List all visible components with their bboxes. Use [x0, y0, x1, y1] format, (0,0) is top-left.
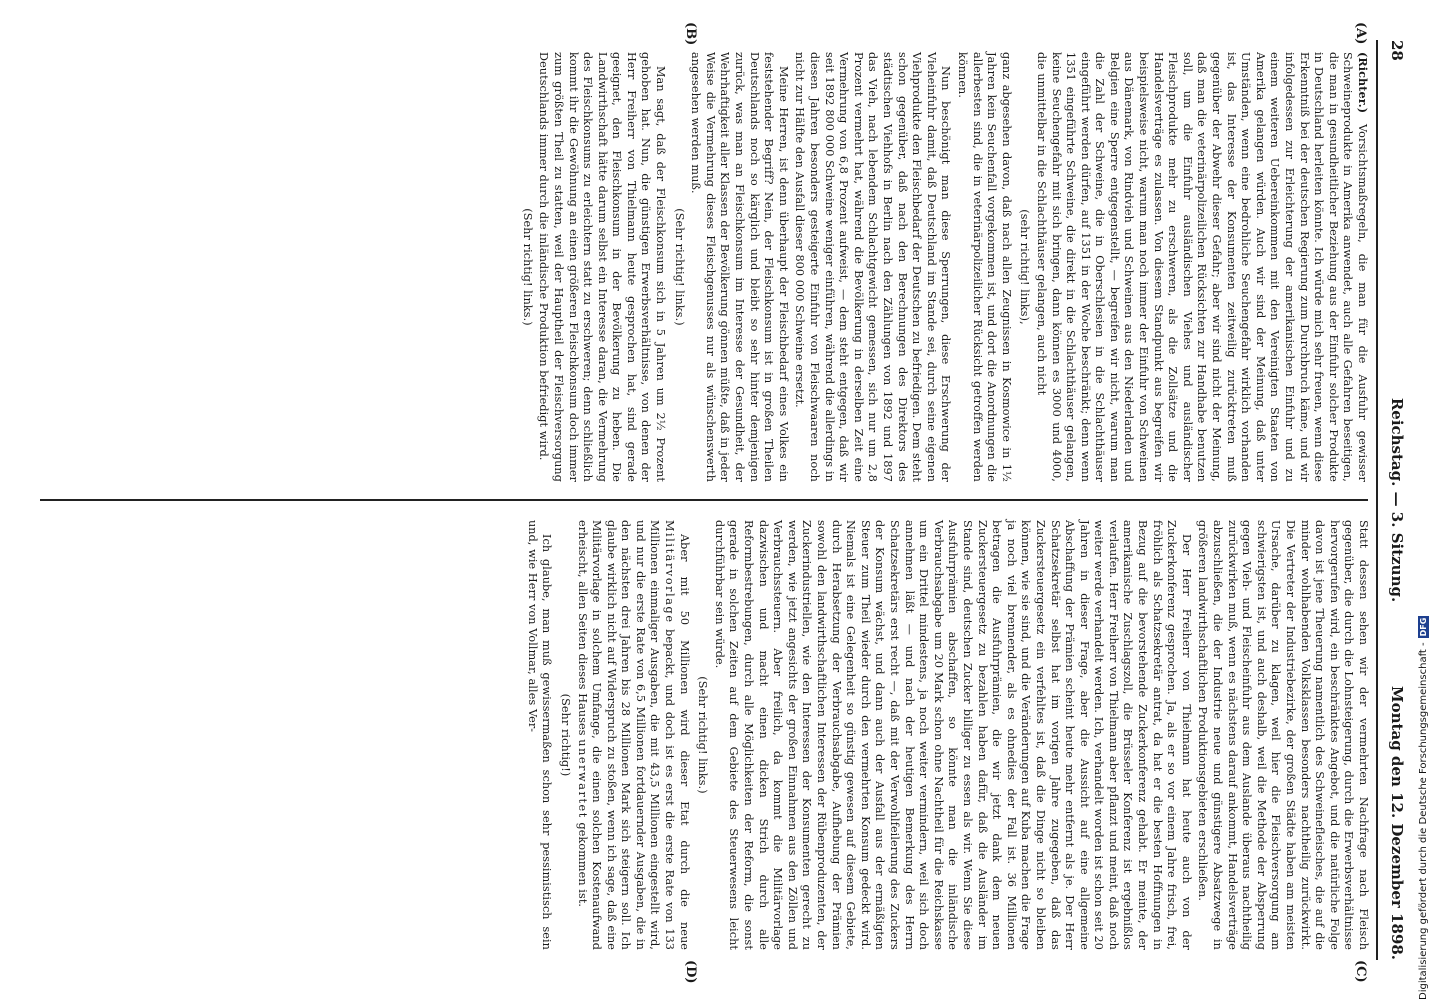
right-column	[522, 520, 1370, 950]
emphasis-unerwartet: unerwartet	[575, 739, 589, 819]
right-paragraph-3	[574, 520, 691, 950]
page-header	[1382, 40, 1406, 960]
left-paragraph-1-text: Vorsichtsmaßregeln, die man für die Ausfuhr gewisser Schweineprodukte in Amerika anwendet, auch alle Gefahren beseitigen, die man in gesundheitlicher Beziehung aus der Einfuhr solcher Produkte in Deutschland herleiten könnte. Ich würde mich sehr freuen, wenn diese Erkenntniß bei der deutschen Regierung zum Durchbruch käme, und wir infolgedessen zur Erleichterung der amerikanischen Einfuhr und zu einem weiteren Uebereinkommen mit den Vereinigten Staaten von Amerika gelangen würden. Auch wir sind der Meinung, daß unter Umständen, wenn eine bedrohliche Seuchengefahr wirklich vorhanden ist, das Interesse der Konsumenten zeitweilig zurücktreten muß gegenüber der Abwehr dieser Gefahr; aber wir sind nicht der Meinung, daß man die veterinärpolizeilichen Rücksichten zur Handhabe benutzen soll, um die Einfuhr ausländischen Viehes und ausländischer Fleischprodukte mehr zu erschweren, als die Zollsätze und die Handelsverträge es zulassen. Von diesem Standpunkt aus begreifen wir beispielsweise nicht, warum man noch immer der Einfuhr von Schweinen aus Dänemark, von Rindvieh und Schweinen aus den Niederlanden und Belgien eine Sperre entgegenstellt, — begreifen wir nicht, warum man die Zahl der Schweine, die in Oberschlesien in die Schlachthäuser eingeführt werden dürfen, auf 1351 in der Woche beschränkt; denn wenn 1351 eingeführte Schweine, die direkt in die Schlachthäuser gelangen, keine Seuchengefahr mit sich bringen, dann können es 3000 und 4000, die unmittelbar in die Schlachthäuser gelangen, auch nicht	[1034, 52, 1369, 482]
right-paragraph-3-part-a: Aber mit 50 Millionen wird dieser Etat durch die neue	[677, 534, 691, 950]
applause-note: (Sehr richtig! links.)	[520, 208, 534, 326]
digitization-credit	[1418, 600, 1429, 1000]
left-paragraph-5: Man sagt, daß der Fleischkonsum sich in 5 Jahren um 2½ Prozent gehoben hat. Nun, die günstigen Erwerbsverhältnisse, von denen der Herr Freiherr von Thielmann heute gesprochen hat, sind gerade geeignet, den Fleischkonsum in der Bevölkerung zu heben. Die Landwirthschaft hätte darum selbst ein Interesse daran, die Vermehrung des Fleischkonsums zu erleichtern statt zu erschweren; denn schließlich kommt ihr die Gewöhnung an einen größeren Fleischkonsum doch immer zum größten Theil zu statten, weil der Hauptheil der Fleischversorgung Deutschlands immer durch die inländische Produktion befriedigt wird.	[537, 52, 668, 482]
emphasis-militaervorlage: Militärvorlage	[663, 520, 677, 624]
applause-note: (Sehr richtig!)	[558, 693, 572, 777]
applause-note: (Sehr richtig! links.)	[696, 676, 710, 794]
left-paragraph-4: Meine Herren, ist denn überhaupt der Fleischbedarf eines Volkes ein feststehender Begriff? Nein, der Fleischkonsum ist in großen Theilen Deutschlands noch so kärglich und bleibt so sehr hinter demjenigen zurück, was man an Fleischkonsum im Interesse der Gesundheit, der Wehrhaftigkeit aller Klassen der Bevölkerung gönnen müßte, daß in jeder Weise die Vermehrung dieses Fleischgenusses nur als wünschenswerth angesehen werden muß.	[689, 52, 790, 482]
applause-note: (Sehr richtig! links.)	[672, 208, 686, 326]
left-column	[515, 52, 1370, 482]
left-paragraph-1	[1033, 52, 1370, 482]
right-paragraph-4: Ich glaube, man muß gewissermaßen schon sehr pessimistisch sein und, wie Herr von Vollmar, alles Ver-	[525, 520, 554, 950]
left-paragraph-2: ganz abgesehen davon, daß nach allen Zeugnissen in Kosmowice in 1½ Jahren kein Seuchenfall vorgekommen ist, und dort die Anordnungen die allerbesten sind, die in veterinärpolizeilicher Rücksicht getroffen werden können.	[955, 52, 1013, 482]
left-paragraph-3: Nun beschönigt man diese Sperrungen, diese Erschwerung der Vieheinfuhr damit, daß Deutschland im Stande sei, durch seine eigenen Viehprodukte den Fleischbedarf der Deutschen zu befriedigen. Dem steht schon gegenüber, daß nach den Berechnungen des Direktors des städtischen Viehhofs in Berlin nach den Zählungen von 1892 und 1897 das Vieh, nach lebendem Schlachtgewicht gemessen, sich nur um 2,8 Prozent vermehrt hat, während die Bevölkerung in derselben Zeit eine Vermehrung von 6,8 Prozent aufweist, — dem steht entgegen, daß wir seit 1892 800 000 Schweine weniger einführen, während die allerdings in diesen Jahren besonders gesteigerte Einfuhr von Fleischwaaren noch nicht zur Hälfte den Ausfall dieser 800 000 Schweine ersetzt.	[793, 52, 953, 482]
margin-marker-b: (B)	[683, 22, 698, 46]
applause-note: (sehr richtig! links),	[1018, 209, 1032, 325]
margin-marker-d: (D)	[683, 960, 698, 984]
dfg-logo-icon: DFG	[1419, 617, 1428, 637]
margin-marker-a: (A)	[1353, 22, 1368, 45]
header-rule	[1376, 40, 1378, 960]
session-date: Montag den 12. Dezember 1898.	[1388, 686, 1406, 960]
page-title: Reichstag. — 3. Sitzung.	[1388, 397, 1406, 603]
page-number: 28	[1388, 40, 1406, 61]
right-paragraph-1: Statt dessen sehen wir der vermehrten Nachfrage nach Fleisch gegenüber, die durch die Lohnsteigerung, durch die Erwerbsverhältnisse hervorgerufen wird, ein beschränktes Angebot, und die natürliche Folge davon ist jene Theuerung namentlich des Schweinefleisches, die auf die minder wohlhabenden Volksklassen besonders nachtheilig zurückwirkt. Die Vertreter der Industriebezirke, der großen Städte haben am meisten Ursache, darüber zu klagen, weil hier die Fleischversorgung am schwierigsten ist, und auch deshalb, weil die Methode der Absperrung gegen Vieh- und Fleischeinfuhr aus dem Auslande überaus nachtheilig zurückwirken muß, wenn es nächstens darauf ankommt, Handelsverträge abzuschließen, die der Industrie neue und günstigere Absatzwege in größeren landwirthschaftlichen Produktionsgebieten erschließen.	[1196, 520, 1370, 950]
column-separator	[40, 499, 1368, 501]
credit-text: Digitalisierung gefördert durch die Deutsche Forschungsgemeinschaft -	[1418, 642, 1429, 1000]
right-paragraph-3-part-c: gekommen ist.	[575, 818, 589, 908]
right-paragraph-2: Der Herr Freiherr von Thielmann hat heute auch von der Zuckerkonferenz gesprochen. Ja, als er so vor einem Jahre frisch, frei, fröhlich als Schatzsekretär antrat, da hat er die besten Hoffnungen in Bezug auf die bevorstehende Zuckerkonferenz gehabt. Er meinte, der amerikanische Zuschlagszoll, die Brüsseler Konferenz ist ergebnißlos verlaufen. Herr Freiherr von Thielmann aber pflanzt und meint, daß noch weiter werde verhandelt werden. Ich, verhandelt worden ist schon seit 20 Jahren in dieser Frage, aber die Aussicht auf eine allgemeine Abschaffung der Prämien scheint heute mehr entfernt als je. Der Herr Schatzsekretär selbst hat im vorigen Jahre zugegeben, daß das Zuckersteuergesetz ein verfehltes ist, daß die Dinge nicht so bleiben können, wie sie sind, und die Veränderungen auf Kuba machen die Frage ja noch viel brennender, als es ohnedies der Fall ist. 36 Millionen betragen die Ausfuhrprämien, die wir jetzt dank dem neuen Zuckersteuergesetz zu bezahlen haben dafür, daß die Ausländer im Stande sind, deutschen Zucker billiger zu essen als wir. Wenn Sie diese Ausfuhrprämien abschaffen, so könnte man die inländische Verbrauchsabgabe um 20 Mark schon ohne Nachtheil für die Reichskasse um ein Drittel mindestens, ja noch weiter vermindern, weil sich doch annehmen läßt — und nach der heutigen Bemerkung des Herrn Schatzsekretärs erst recht —, daß mit der Verwohlfeilerung des Zuckers der Konsum wächst, und dann auch der Ausfall aus der ermäßigten Steuer zum Theil wieder durch den vermehrten Konsum gedeckt wird. Niemals ist eine Gelegenheit so günstig gewesen auf diesem Gebiete, durch Herabsetzung der Verbrauchsabgabe, Aufhebung der Prämien sowohl den landwirthschaftlichen Interessen der Rübenproduzenten, der Zuckerindustriellen, wie den Interessen der Konsumenten gerecht zu werden, wie jetzt angesichts der großen Einnahmen aus den Zöllen und Verbrauchssteuern. Aber freilich, da kommt die Militärvorlage dazwischen und macht einen dicken Strich durch alle Reformbestrebungen, durch alle Möglichkeiten der Reform, die sonst gerade in solchen Zeiten auf dem Gebiete des Steuerwesens leicht durchführbar sein würde.	[712, 520, 1193, 950]
speaker-name: (Richter.)	[1356, 52, 1370, 114]
right-paragraph-3-part-b: bepackt, und doch ist es erst die erste Rate von 133 Millionen einmaliger Ausgaben, die mit 43,5 Millionen eingestellt wird, und nur die erste Rate von 6,5 Millionen fortdauernder Ausgaben, die in den nächsten drei Jahren bis 28 Millionen Mark sich steigern soll. Ich glaube wirklich nicht auf Widerspruch zu stoßen, wenn ich sage, daß eine Militärvorlage in solchem Umfange, die einen solchen Kostenaufwand erheischt, allen Seiten dieses Hauses	[575, 520, 677, 950]
margin-marker-c: (C)	[1353, 960, 1368, 983]
